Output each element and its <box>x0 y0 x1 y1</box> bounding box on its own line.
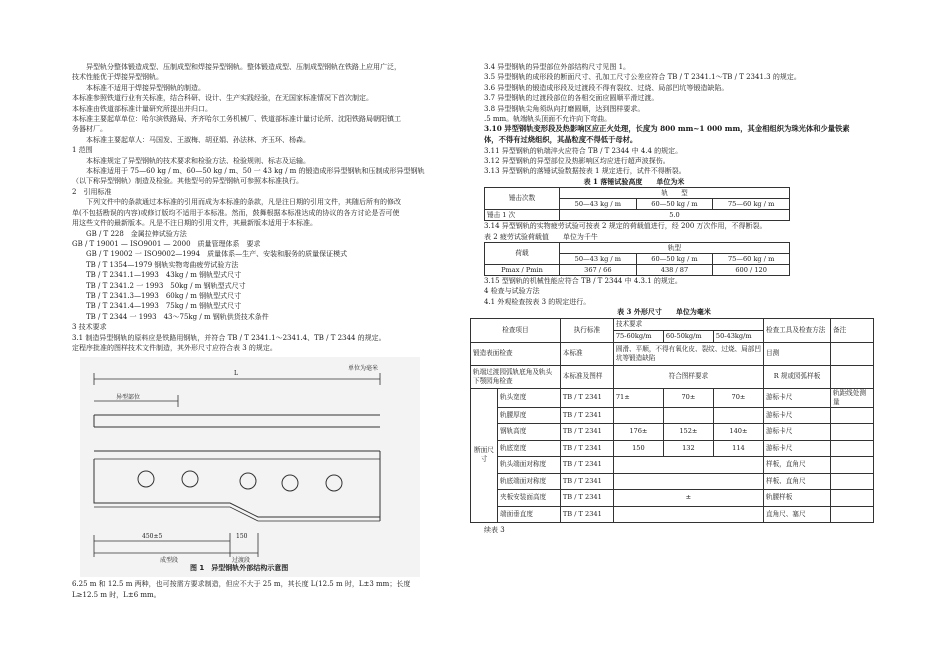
reference-item: TB / T 2341.1—1993 43kg / m 钢轨型式尺寸 <box>86 271 242 280</box>
table3-row-note <box>831 457 874 474</box>
table3-row-a: 176± <box>613 424 663 441</box>
rail-drawing-svg <box>80 357 420 577</box>
body-text: 3.1 制造异型钢轨的原料应是铁路用钢轨，并符合 TB / T 2341.1～2341.4、TB / T 2344 的规定。 <box>72 333 386 342</box>
table-row <box>471 473 874 490</box>
figure-label-150: 150 <box>236 533 248 541</box>
table3-r1-item: 锻造表面检查 <box>471 342 561 365</box>
table3-row-std: TB / T 2341 <box>560 490 613 507</box>
table3-row-b <box>663 407 713 424</box>
table-row <box>471 457 874 474</box>
table3-r2-note <box>831 365 874 388</box>
table3-row-note <box>831 490 874 507</box>
table2-header-rail: 轨型 <box>560 243 790 254</box>
reference-item: TB / T 2341.2 一 1993 50kg / m 钢轨型式尺寸 <box>86 281 246 290</box>
figure-unit: 单位为毫米 <box>348 365 379 373</box>
table3-row-a: 71± <box>613 388 663 407</box>
table3-row-name: 轨头宽度 <box>498 388 561 407</box>
table2-row-label: Pmax / Pmin <box>485 265 560 276</box>
intro-text: 本标准主要起草人：马国发、王淑梅、胡亚娟、孙法林、齐玉环、杨森。 <box>86 135 310 144</box>
table3-row-note <box>831 506 874 523</box>
table1-header-rail: 轨 型 <box>560 188 790 199</box>
bold-clause: 3.10 异型钢轨变形段及热影响区应正火处理，长度为 800 mm~1 000 mm，其金相组织为珠光体和少量铁素 <box>484 124 850 134</box>
table3-row-b: ± <box>613 490 763 507</box>
table-row <box>471 388 874 407</box>
reference-item: TB / T 1354—1979 钢轨实物弯曲疲劳试验方法 <box>86 260 239 269</box>
table3-row-name: 轨底宽度 <box>498 440 561 457</box>
intro-text: 本标准不适用于焊接异型钢轨的制造。 <box>86 83 205 92</box>
table2-value: 600 / 120 <box>713 265 790 276</box>
body-text: （以下称异型钢轨）制造及检验。其他型号的异型钢轨可参照本标准执行。 <box>72 177 303 186</box>
table2-title: 表 2 疲劳试验荷载值 单位为千牛 <box>484 232 598 241</box>
body-text: 用这些文件的最新版本。凡是不注日期的引用文件，其最新版本适用于本标准。 <box>72 219 317 228</box>
body-text: L≥12.5 m 时，L±6 mm。 <box>72 590 161 599</box>
body-text: 3.12 异型钢轨的异型部位及热影响区均应进行超声波探伤。 <box>484 157 670 166</box>
bold-clause: 体，不得有过烧组织，其晶粒度不得低于母材。 <box>484 135 638 145</box>
dimension-table <box>470 318 874 524</box>
table3-row-std: TB / T 2341 <box>560 440 613 457</box>
reference-item: TB / T 2341.3—1993 60kg / m 钢轨型式尺寸 <box>86 291 242 300</box>
body-text: 4.1 外观检查按表 3 的规定进行。 <box>484 297 591 306</box>
table3-r1-std: 本标准 <box>560 342 613 365</box>
figure-label-transition-section: 过渡段 <box>232 557 251 565</box>
table2-value: 367 / 66 <box>560 265 637 276</box>
table3-row-c: 70± <box>713 388 763 407</box>
table3-row-a <box>613 407 663 424</box>
intro-text: 本标准由铁道部标准计量研究所提出并归口。 <box>72 104 212 113</box>
body-text: 3.8 异型钢轨尖角须纵向打磨圆顺，达到图样要求。 <box>484 104 645 113</box>
reference-item: GB / T 19001 — ISO9001 — 2000 质量管理体系 要求 <box>72 239 261 248</box>
table2-header-load: 荷载 <box>485 243 560 265</box>
table-row <box>471 440 874 457</box>
body-text: 3.13 异型钢轨的落锤试验数据按表 1 规定进行，试件不得断裂。 <box>484 167 686 176</box>
figure-label-length: L <box>234 370 238 378</box>
table3-row-a <box>613 506 763 523</box>
table2-type: 75—60 kg / m <box>713 254 790 265</box>
table3-row-c: 140± <box>713 424 763 441</box>
section-heading: 3 技术要求 <box>72 323 107 332</box>
reference-item: GB / T 19002 一 ISO9002—1994 质量体系—生产、安装和服务的质量保证模式 <box>86 250 348 259</box>
body-text: 6.25 m 和 12.5 m 两种，也可按需方要求制造，但应不大于 25 m，其长度 L(12.5 m 时，L±3 mm；长度 <box>72 580 411 589</box>
body-text: 本标准规定了异型钢轨的技术要求和检验方法、检验规则、标志及运输。 <box>86 156 310 165</box>
table1-type: 60—50 kg / m <box>636 199 713 210</box>
table-row <box>471 490 874 507</box>
table3-r2-tool: R 规或园弧样板 <box>764 365 831 388</box>
table3-row-tool: 游标卡尺 <box>764 424 831 441</box>
table3-row-a: 150 <box>613 440 663 457</box>
table3-row-tool: 样板，直角尺 <box>764 457 831 474</box>
body-text: 3.7 异型钢轨的过渡段部位的各相交面应圆顺平滑过渡。 <box>484 94 659 103</box>
body-text: 本标准适用于 75—60 kg / m、60—50 kg / m、50 一 43 kg / m 的锻造成形异型钢轨和压制成形异型钢轨 <box>86 167 425 176</box>
reference-item: TB / T 2341.4—1993 75kg / m 钢轨型式尺寸 <box>86 302 242 311</box>
table3-row-std: TB / T 2341 <box>560 388 613 407</box>
intro-text: 本标准参照铁道行业有关标准，结合科研、设计、生产实践经验，在无国家标准情况下首次制定。 <box>72 94 373 103</box>
table3-title: 表 3 外形尺寸 单位为毫米 <box>617 307 711 317</box>
body-text: 3.11 异型钢轨的轨端淬火应符合 TB / T 2344 中 4.4 的规定。 <box>484 146 683 155</box>
table3-r1-req: 圆滑、平顺，不得有氧化皮、裂纹、过烧、局部凹坑等锻造缺陷 <box>613 342 763 365</box>
table3-row-std: TB / T 2341 <box>560 424 613 441</box>
table1-row-label: 锤击 1 次 <box>485 210 560 221</box>
table1-header-count: 锤击次数 <box>485 188 560 210</box>
table3-row-name: 端面垂直度 <box>498 506 561 523</box>
table3-continued: 续表 3 <box>484 526 505 535</box>
table-row <box>471 506 874 523</box>
table3-row-a <box>613 473 763 490</box>
table3-r2-item: 轨端过渡园弧轨底角及轨头下颚园角检查 <box>471 365 561 388</box>
rail-structure-figure <box>80 357 420 577</box>
intro-text: 异型轨分整体锻造成型、压制成型和焊接异型钢轨。整体锻造成型、压制成型钢轨在铁路上应用广泛， <box>86 63 401 71</box>
table3-row-note <box>831 407 874 424</box>
reference-item: GB / T 228 金属拉伸试验方法 <box>86 229 187 238</box>
table3-sub: 60-50kg/m <box>663 330 713 342</box>
table3-row-std: TB / T 2341 <box>560 506 613 523</box>
left-column <box>72 62 468 600</box>
table3-row-tool: 游标卡尺 <box>764 407 831 424</box>
fatigue-load-table <box>484 242 790 276</box>
table3-row-note <box>831 424 874 441</box>
table3-group: 断面尺寸 <box>471 388 498 523</box>
table3-row-c: 114 <box>713 440 763 457</box>
body-text: 3.14 异型钢轨的实物疲劳试验可按表 2 规定的荷载值进行，经 200 万次作用，不得断裂。 <box>484 222 767 231</box>
body-text: 3.15 型钢轨的机械性能应符合 TB / T 2344 中 4.3.1 的规定。 <box>484 277 682 286</box>
section-heading: 1 范围 <box>72 146 93 155</box>
table1-type: 75—60 kg / m <box>713 199 790 210</box>
table2-type: 50—43 kg / m <box>560 254 637 265</box>
table3-header-standard: 执行标准 <box>560 318 613 342</box>
drop-test-table <box>484 187 790 221</box>
section-heading: 2 引用标准 <box>72 187 112 196</box>
body-text: 3.5 异型钢轨的成形段的断面尺寸、孔加工尺寸公差应符合 TB / T 2341.1～TB / T 2341.3 的规定。 <box>484 73 801 82</box>
table3-row-std: TB / T 2341 <box>560 407 613 424</box>
table3-r1-note <box>831 342 874 365</box>
table3-header-note: 备注 <box>831 318 874 342</box>
body-text: 下列文件中的条款通过本标准的引用而成为本标准的条款，凡是注日期的引用文件，其随后所有的修改 <box>86 198 401 207</box>
intro-text: 技术性能优于焊接异型钢轨。 <box>72 73 163 82</box>
table3-row-tool: 轨腰样板 <box>764 490 831 507</box>
reference-item: TB / T 2344 一 1993 43～75kg / m 钢轨供货技术条件 <box>86 312 269 321</box>
table-row <box>471 407 874 424</box>
table3-row-tool: 样板、直角尺 <box>764 473 831 490</box>
table3-row-a <box>613 457 763 474</box>
table3-row-name: 钢轨高度 <box>498 424 561 441</box>
table3-r1-tool: 目测 <box>764 342 831 365</box>
table2-type: 60—50 kg / m <box>636 254 713 265</box>
table3-row-std: TB / T 2341 <box>560 457 613 474</box>
table1-value: 5.0 <box>560 210 790 221</box>
figure-label-forming-section: 成型段 <box>160 557 179 565</box>
figure-label-shaped-part: 异型部位 <box>116 394 141 402</box>
table3-row-note <box>831 473 874 490</box>
table3-row-name: 轨腰厚度 <box>498 407 561 424</box>
table2-value: 438 / 87 <box>636 265 713 276</box>
table3-row-b: 70± <box>663 388 713 407</box>
figure-caption: 图 1 异型钢轨外部结构示意图 <box>190 564 289 573</box>
table3-r2-std: 本标准及图样 <box>560 365 613 388</box>
section-heading: 4 检查与试验方法 <box>484 287 540 296</box>
table3-row-name: 轨头端面对称度 <box>498 457 561 474</box>
table3-r2-req: 符合图样要求 <box>613 365 763 388</box>
body-text: .5 mm。轨端轨头顶面不允许向下弯曲。 <box>484 115 612 124</box>
table3-row-note: 轨距线处测量 <box>831 388 874 407</box>
table3-row-tool: 直角尺、塞尺 <box>764 506 831 523</box>
table3-row-std: TB / T 2341 <box>560 473 613 490</box>
table3-header-requirement: 技术要求 <box>613 318 763 330</box>
table1-title: 表 1 落锤试验高度 单位为米 <box>583 176 685 186</box>
table3-row-b: 132 <box>663 440 713 457</box>
table3-header-tool: 检查工具及检查方法 <box>764 318 831 342</box>
body-text: 3.4 异型钢轨的异型部位外部结构尺寸见图 1。 <box>484 63 631 71</box>
table1-type: 50—43 kg / m <box>560 199 637 210</box>
table-row <box>471 424 874 441</box>
body-text: 定程序批准的图样技术文件制造，其外形尺寸应符合表 3 的规定。 <box>72 343 277 352</box>
table3-row-tool: 游标卡尺 <box>764 440 831 457</box>
table3-row-name: 夹板安装面高度 <box>498 490 561 507</box>
table3-row-c <box>713 407 763 424</box>
table3-sub: 75-60kg/m <box>613 330 663 342</box>
table3-sub: 50-43kg/m <box>713 330 763 342</box>
intro-text: 务器材厂。 <box>72 125 107 134</box>
table3-header-item: 检查项目 <box>471 318 561 342</box>
body-text: 3.6 异型钢轨的锻造成形段及过渡段不得有裂纹、过烧、局部凹坑等锻造缺陷。 <box>484 83 729 92</box>
body-text: 单(不包括勘误的内容)或修订版均不适用于本标准。然而，鼓舞根据本标准达成的协议的各方讨论是否可使 <box>72 208 400 217</box>
table3-row-name: 轨底端面对称度 <box>498 473 561 490</box>
figure-label-450: 450±5 <box>142 533 163 541</box>
intro-text: 本标准主要起草单位：哈尔滨铁路局、齐齐哈尔工务机械厂、铁道部标准计量讨论所、沈阳铁路局朝阳镇工 <box>72 115 401 124</box>
table3-row-b: 152± <box>663 424 713 441</box>
table3-row-tool: 游标卡尺 <box>764 388 831 407</box>
table3-row-note <box>831 440 874 457</box>
right-column <box>473 62 894 536</box>
